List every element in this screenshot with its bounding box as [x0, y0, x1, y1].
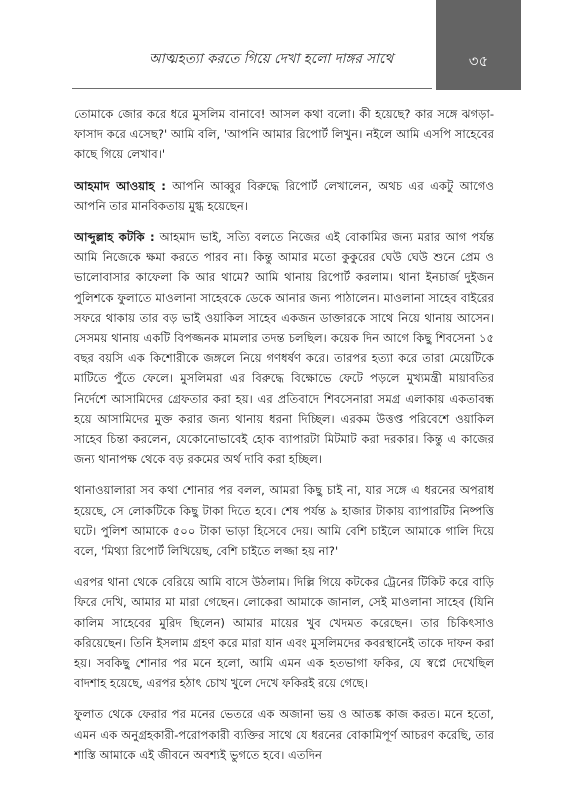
paragraph-4 [74, 480, 494, 561]
paragraph-text: থানাওয়ালারা সব কথা শোনার পর বলল, আমরা কিছু চাই না, যার সঙ্গে এ ধরনের অপরাধ হয়েছে, সে লোকটিকে কিছু টাকা দিতে হবে। শেষ পর্যন্ত ৯ হাজার টাকায় ব্যাপারটির নিষ্পত্তি ঘটে। পুলিশ আমাকে ৫০০ টাকা ভাড়া হিসেবে দেয়। আমি বেশি চাইলে আমাকে গালি দিয়ে বলে, 'মিথ্যা রিপোর্ট লিখিয়েছ, বেশি চাইতে লজ্জা হয় না?' [74, 483, 494, 559]
paragraph-text: ফুলাত থেকে ফেরার পর মনের ভেতরে এক অজানা ভয় ও আতঙ্ক কাজ করত। মনে হতো, এমন এক অনুগ্রহকারী-পরোপকারী ব্যক্তির সাথে যে ধরনের বোকামিপূর্ণ আচরণ করেছি, তার শাস্তি আমাকে এই জীবনে অবশ্যই ভুগতে হবে। এতদিন [74, 707, 494, 762]
paragraph-3 [74, 227, 494, 469]
paragraph-5 [74, 572, 494, 693]
speaker-name: আব্দুল্লাহ কটকি : [74, 230, 155, 245]
page-number-tab [436, 0, 521, 90]
paragraph-text: তোমাকে জোর করে ধরে মুসলিম বানাবে! আসল কথা বলো। কী হয়েছে? কার সঙ্গে ঝগড়া-ফাসাদ করে এসেছ?' আমি বলি, 'আপনি আমার রিপোর্ট লিখুন। নইলে আমি এসপি সাহেবের কাছে গিয়ে লেখাব।' [74, 107, 494, 162]
body-text [74, 104, 494, 776]
paragraph-text: আপনি আব্বুর বিরুদ্ধে রিপোর্ট লেখালেন, অথচ এর একটু আগেও আপনি তার মানবিকতায় মুগ্ধ হয়েছেন। [74, 178, 494, 213]
paragraph-text: এরপর থানা থেকে বেরিয়ে আমি বাসে উঠলাম। দিল্লি গিয়ে কটকের ট্রেনের টিকিট করে বাড়ি ফিরে দেখি, আমার মা মারা গেছেন। লোকেরা আমাকে জানাল, সেই মাওলানা সাহেব (যিনি কালিম সাহেবের মুরিদ ছিলেন) আমার মায়ের খুব খেদমত করেছেন। তার চিকিৎসাও করিয়েছেন। তিনি ইসলাম গ্রহণ করে মারা যান এবং মুসলিমদের কবরস্থানেই তাকে দাফন করা হয়। সবকিছু শোনার পর মনে হলো, আমি এমন এক হতভাগা ফকির, যে স্বপ্নে দেখেছিল বাদশাহ হয়েছে, এরপর হঠাৎ চোখ খুলে দেখে ফকিরই রয়ে গেছে। [74, 575, 494, 691]
header-rule [72, 88, 432, 89]
speaker-name: আহমাদ আওয়াহ : [74, 178, 166, 193]
paragraph-text: আহমাদ ভাই, সত্যি বলতে নিজের এই বোকামির জন্য মরার আগ পর্যন্ত আমি নিজেকে ক্ষমা করতে পারব না। কিন্তু আমার মতো কুকুরের ঘেউ ঘেউ শুনে প্রেম ও ভালোবাসার কাফেলা কি আর থামে? আমি থানায় রিপোর্ট করলাম। থানা ইনচার্জ দুইজন পুলিশকে ফুলাতে মাওলানা সাহেবকে ডেকে আনার জন্য পাঠালেন। মাওলানা সাহেব বাইরের সফরে থাকায় তার বড় ভাই ওয়াকিল সাহেব একজন ডাক্তারকে সাথে নিয়ে থানায় আসেন। সেসময় থানায় একটি বিপজ্জনক মামলার তদন্ত চলছিল। কয়েক দিন আগে কিছু শিবসেনা ১৫ বছর বয়সি এক কিশোরীকে জঙ্গলে নিয়ে গণধর্ষণ করে। তারপর হত্যা করে তারা মেয়েটিকে মাটিতে পুঁতে ফেলে। মুসলিমরা এর বিরুদ্ধে বিক্ষোভে ফেটে পড়লে মুখ্যমন্ত্রী মায়াবতির নির্দেশে আসামিদের গ্রেফতার করা হয়। এর প্রতিবাদে শিবসেনারা সমগ্র এলাকায় একতাবন্ধ হয়ে আসামিদের মুক্ত করার জন্য থানায় ধরনা দিচ্ছিল। এরকম উত্তপ্ত পরিবেশে ওয়াকিল সাহেব চিন্তা করলেন, যেকোনোভাবেই হোক ব্যাপারটা মিটমাট করা দরকার। কিন্তু এ কাজের জন্য থানাপক্ষ থেকে বড় রকমের অর্থ দাবি করা হচ্ছিল। [74, 230, 494, 467]
running-title: আত্মহত্যা করতে গিয়ে দেখা হলো দাঙ্গর সাথে [148, 51, 394, 67]
paragraph-1 [74, 104, 494, 165]
page-header [0, 0, 561, 96]
page-number: ৩৫ [468, 52, 489, 70]
paragraph-2 [74, 176, 494, 216]
paragraph-6 [74, 704, 494, 765]
